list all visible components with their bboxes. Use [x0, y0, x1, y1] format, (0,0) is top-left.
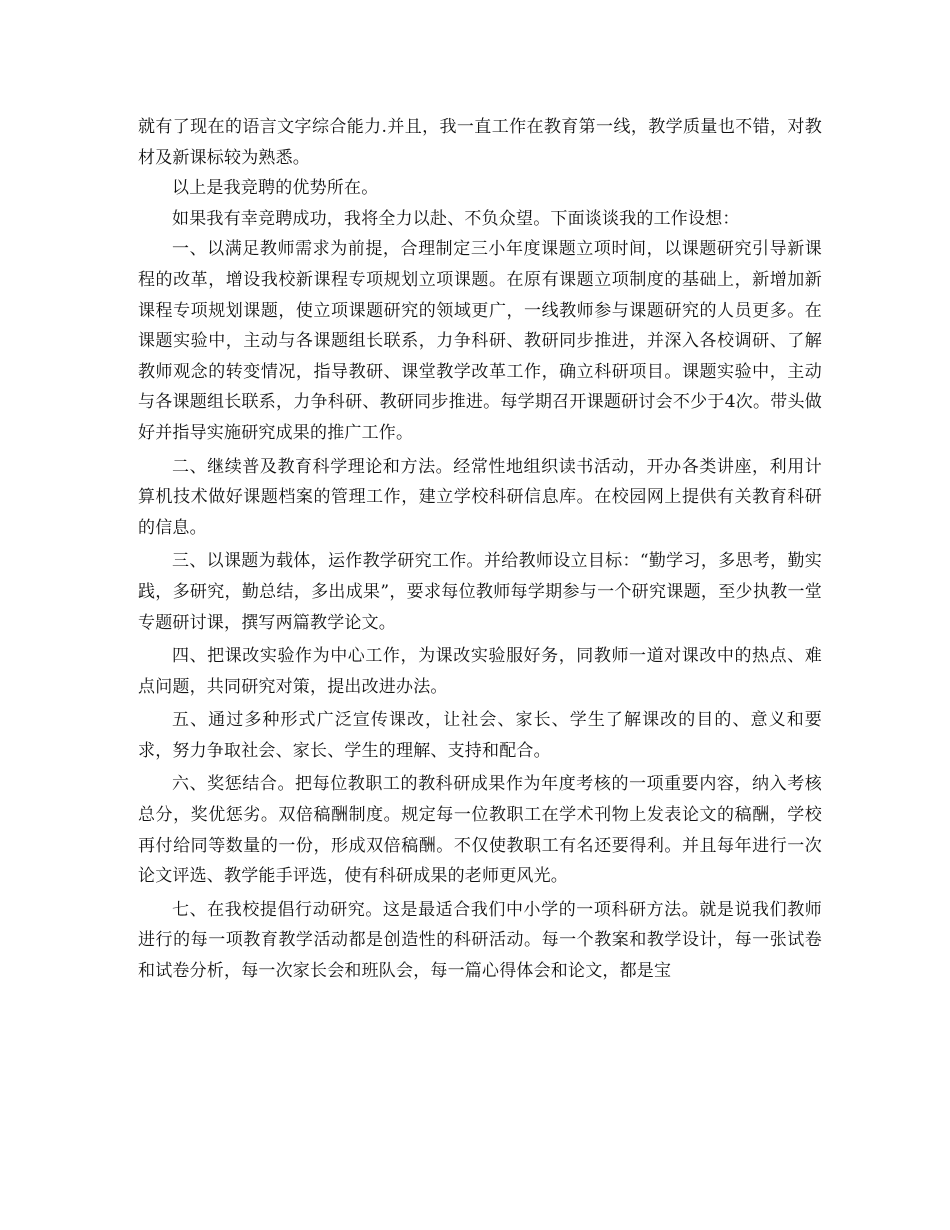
- paragraph-item-1: 一、以满足教师需求为前提，合理制定三小年度课题立项时间，以课题研究引导新课程的改革，增设我校新课程专项规划立项课题。在原有课题立项制度的基础上，新增加新课程专项规划课题，使立项课题研究的领域更广，一线教师参与课题研究的人员更多。在课题实验中，主动与各课题组长联系，力争科研、教研同步推进，并深入各校调研、了解教师观念的转变情况，指导教研、课堂教学改革工作，确立科研项目。课题实验中，主动与各课题组长联系，力争科研、教研同步推进。每学期召开课题研讨会不少于4次。带头做好并指导实施研究成果的推广工作。: [138, 239, 822, 443]
- paragraph-item-3: 三、以课题为载体，运作教学研究工作。并给教师设立目标：“勤学习，多思考，勤实践，多研究，勤总结，多出成果”，要求每位教师每学期参与一个研究课题，至少执教一堂专题研讨课，撰写两篇教学论文。: [138, 551, 822, 633]
- paragraph-advantages: 以上是我竞聘的优势所在。: [172, 178, 379, 199]
- paragraph-item-6: 六、奖惩结合。把每位教职工的教科研成果作为年度考核的一项重要内容，纳入考核总分，奖优惩劣。双倍稿酬制度。规定每一位教职工在学术刊物上发表论文的稿酬，学校再付给同等数量的一份，形成双倍稿酬。不仅使教职工有名还要得利。并且每年进行一次论文评选、教学能手评选，使有科研成果的老师更风光。: [138, 774, 822, 887]
- paragraph-item-5: 五、通过多种形式广泛宣传课改，让社会、家长、学生了解课改的目的、意义和要求，努力争取社会、家长、学生的理解、支持和配合。: [138, 710, 822, 761]
- paragraph-item-2: 二、继续普及教育科学理论和方法。经常性地组织读书活动，开办各类讲座，利用计算机技术做好课题档案的管理工作，建立学校科研信息库。在校园网上提供有关教育科研的信息。: [138, 456, 822, 538]
- paragraph-item-7: 七、在我校提倡行动研究。这是最适合我们中小学的一项科研方法。就是说我们教师进行的每一项教育教学活动都是创造性的科研活动。每一个教案和教学设计，每一张试卷和试卷分析，每一次家长会和班队会，每一篇心得体会和论文，都是宝: [138, 899, 822, 982]
- paragraph-intro-plans: 如果我有幸竞聘成功，我将全力以赴、不负众望。下面谈谈我的工作设想：: [172, 208, 740, 229]
- paragraph-item-4: 四、把课改实验作为中心工作，为课改实验服好务，同教师一道对课改中的热点、难点问题，共同研究对策，提出改进办法。: [138, 646, 822, 697]
- paragraph-continuation: 就有了现在的语言文字综合能力.并且，我一直工作在教育第一线，教学质量也不错，对教材及新课标较为熟悉。: [138, 117, 822, 168]
